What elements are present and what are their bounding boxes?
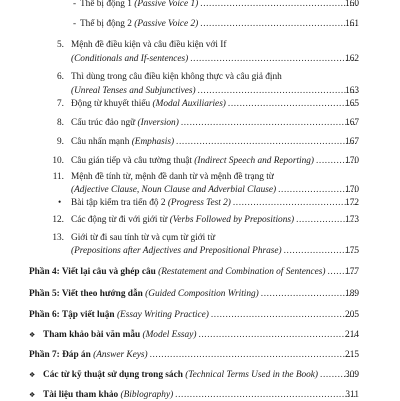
toc-entry-title: Thể bị động 1 (Passive Voice 1) xyxy=(80,0,199,9)
toc-line xyxy=(71,156,359,167)
page-number: 167 xyxy=(345,137,359,147)
page-number: 311 xyxy=(345,390,359,400)
page-number: 189 xyxy=(345,289,359,299)
entry-number: 13. xyxy=(52,233,64,243)
entry-number: 6. xyxy=(57,72,64,82)
part-number: Phần 7: xyxy=(29,350,60,360)
page-number: 165 xyxy=(345,99,359,109)
diamond-bullet-icon: ❖ xyxy=(29,371,36,379)
toc-entry-title: Mệnh đề tính từ, mệnh đề danh từ và mệnh đề trạng từ xyxy=(71,172,274,182)
toc-entry-title: Tham khảo bài văn mẫu (Model Essay) xyxy=(43,330,197,340)
toc-entry-subtitle: (Prepositions after Adjectives and Prepositional Phrase) xyxy=(71,246,282,256)
toc-entry-title: Tài liệu tham khảo (Biblography) xyxy=(43,390,174,400)
page-number: 215 xyxy=(345,350,359,360)
page-number: 175 xyxy=(345,246,359,256)
page-number: 172 xyxy=(345,198,359,208)
page-number: 167 xyxy=(345,118,359,128)
toc-line xyxy=(71,215,359,226)
entry-number: 11. xyxy=(52,172,64,182)
toc-part-title: Phần 4: Viết lại câu và ghép câu (Restatement and Combination of Sentences) xyxy=(29,267,326,277)
page-number: 162 xyxy=(345,54,359,64)
page-number: 163 xyxy=(345,86,359,96)
page-number: 309 xyxy=(345,370,359,380)
toc-line xyxy=(80,19,359,30)
toc-entry xyxy=(0,233,400,259)
entry-number: 10. xyxy=(52,156,64,166)
toc-line xyxy=(29,267,359,278)
toc-line xyxy=(43,330,359,341)
part-number: Phần 6: xyxy=(29,310,60,320)
toc-part-title: Phần 7: Đáp án (Answer Keys) xyxy=(29,350,148,360)
toc-line xyxy=(71,54,359,65)
page-number: 170 xyxy=(345,156,359,166)
toc-entry xyxy=(0,72,400,98)
bullet-marker: • xyxy=(58,198,62,208)
page-number: 205 xyxy=(345,310,359,320)
toc-entry-title: Bài tập kiểm tra tiến độ 2 (Progress Test 2) xyxy=(71,198,231,208)
toc-line xyxy=(71,137,359,148)
toc-line xyxy=(71,99,359,110)
diamond-bullet-icon: ❖ xyxy=(29,391,36,399)
entry-number: 8. xyxy=(57,118,64,128)
toc-line xyxy=(71,198,359,209)
toc-line xyxy=(80,0,359,10)
page-number: 177 xyxy=(345,267,359,277)
toc-entry-title: Thì dùng trong câu điều kiện không thực và câu giả định xyxy=(71,72,282,82)
entry-number: 7. xyxy=(57,99,64,109)
toc-entry-title: Các động từ đi với giới từ (Verbs Followed by Prepositions) xyxy=(71,215,295,225)
toc-part-title: Phần 5: Viết theo hướng dẫn (Guided Composition Writing) xyxy=(29,289,259,299)
diamond-bullet-icon: ❖ xyxy=(29,331,36,339)
page-number: 173 xyxy=(345,215,359,225)
dash-marker: - xyxy=(73,19,77,29)
toc-line xyxy=(71,185,359,196)
toc-line xyxy=(43,390,359,401)
toc-entry-title: Câu gián tiếp và câu tường thuật (Indirect Speech and Reporting) xyxy=(71,156,314,166)
toc-line xyxy=(29,310,359,321)
dash-marker: - xyxy=(73,0,77,9)
leader-dots xyxy=(150,350,357,361)
page-number: 214 xyxy=(345,330,359,340)
part-number: Phần 4: xyxy=(29,267,60,277)
toc-entry-subtitle: (Adjective Clause, Noun Clause and Adverbial Clause) xyxy=(71,185,277,195)
toc-entry-title: Câu nhấn mạnh (Emphasis) xyxy=(71,137,175,147)
toc-entry xyxy=(0,172,400,198)
toc-entry-title: Thể bị động 2 (Passive Voice 2) xyxy=(80,19,199,29)
toc-line xyxy=(29,350,359,361)
part-number: Phần 5: xyxy=(29,289,60,299)
page-number: 170 xyxy=(345,185,359,195)
page-number: 160 xyxy=(345,0,359,9)
leader-dots xyxy=(176,137,357,148)
toc-line xyxy=(71,118,359,129)
leader-dots xyxy=(175,390,357,401)
toc-entry-subtitle: (Conditionals and If-sentences) xyxy=(71,54,189,64)
toc-entry-title: Các từ kỹ thuật sử dụng trong sách (Technical Terms Used in the Book) xyxy=(43,370,319,380)
toc-line xyxy=(71,246,359,257)
entry-number: 12. xyxy=(52,215,64,225)
toc-entry-title: Giới từ đi sau tính từ và cụm từ giới từ xyxy=(71,233,216,243)
toc-entry-title: Cấu trúc đảo ngữ (Inversion) xyxy=(71,118,179,128)
toc-entry-title: Mệnh đề điều kiện và câu điều kiện với If xyxy=(71,40,227,50)
toc-line xyxy=(29,289,359,300)
toc-entry xyxy=(0,40,400,66)
toc-entry-subtitle: (Unreal Tenses and Subjunctives) xyxy=(71,86,196,96)
page-number: 161 xyxy=(345,19,359,29)
entry-number: 9. xyxy=(57,137,64,147)
entry-number: 5. xyxy=(57,40,64,50)
toc-line xyxy=(43,370,359,381)
toc-entry-title: Động từ khuyết thiếu (Modal Auxiliaries) xyxy=(71,99,226,109)
toc-line xyxy=(71,86,359,97)
toc-part-title: Phần 6: Tập viết luận (Essay Writing Practice) xyxy=(29,310,209,320)
